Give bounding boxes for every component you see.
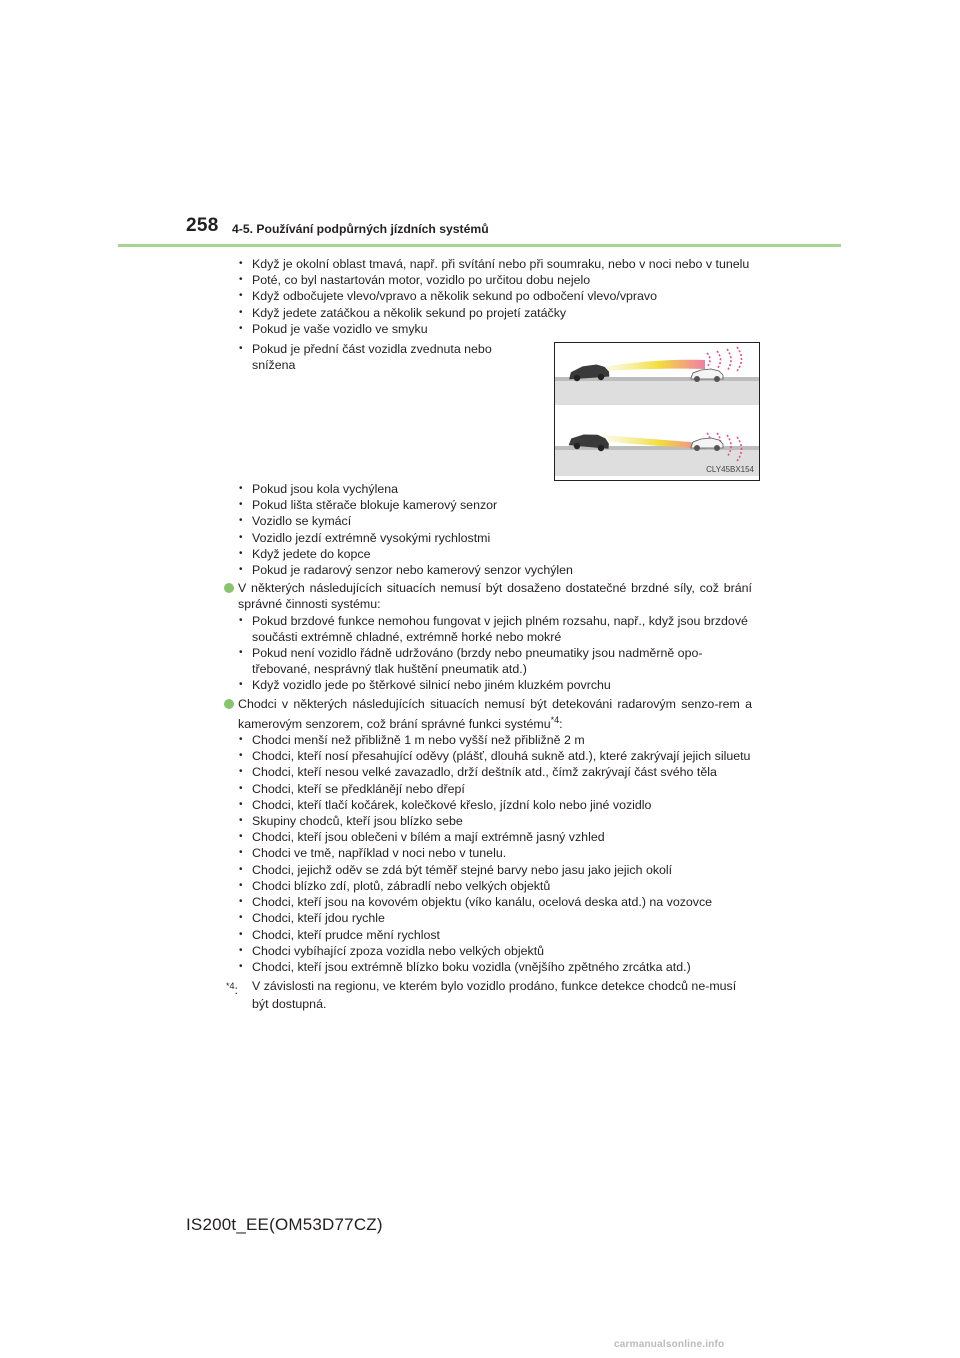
list-item: • Pokud není vozidlo řádně udržováno (brzdy nebo pneumatiky jsou nadměrně opo-třebované, nesprávný tlak huštění pneumatik atd.) xyxy=(228,645,752,677)
footnote-reference: *4 xyxy=(550,714,560,725)
braking-paragraph-text: V některých následujících situacích nemusí být dosaženo dostatečné brzdné síly, což brání správné činnosti systému: xyxy=(238,581,752,612)
radar-beam xyxy=(603,360,705,371)
green-bullet-icon xyxy=(224,583,234,593)
list-item: • Chodci, kteří se předklánějí nebo dřepí xyxy=(228,781,752,797)
after-figure-bullet-list xyxy=(228,481,752,578)
pedestrian-bullet-list xyxy=(228,732,752,975)
list-item: • Chodci, kteří jsou oblečeni v bílém a mají extrémně jasný vzhled xyxy=(228,829,752,845)
pedestrian-paragraph-text: Chodci v některých následujících situacích nemusí být detekováni radarovým senzo-rem a kamerovým senzorem, což brání správné funkci systému xyxy=(238,696,752,731)
watermark: carmanualsonline.info xyxy=(614,1339,725,1350)
intro-bullet-list xyxy=(228,256,752,337)
list-item: • Chodci menší než přibližně 1 m nebo vyšší než přibližně 2 m xyxy=(228,732,752,748)
list-item: • Skupiny chodců, kteří jsou blízko sebe xyxy=(228,813,752,829)
footnote-mark: $^{*4}$: xyxy=(226,981,238,998)
list-item: • Chodci, kteří jsou na kovovém objektu (víko kanálu, ocelová deska atd.) na vozovce xyxy=(228,894,752,910)
green-bullet-icon xyxy=(224,699,234,709)
list-item: • Chodci, kteří nesou velké zavazadlo, drží deštník atd., čímž zakrývají část svého těla xyxy=(228,764,752,780)
list-item: • Pokud je radarový senzor nebo kamerový senzor vychýlen xyxy=(228,562,752,578)
figure-row xyxy=(228,341,752,481)
list-item: • Pokud lišta stěrače blokuje kamerový senzor xyxy=(228,497,752,513)
vehicle-pitch-illustration xyxy=(554,342,760,481)
list-item: • Pokud jsou kola vychýlena xyxy=(228,481,752,497)
section-title: 4-5. Používání podpůrných jízdních systémů xyxy=(232,222,489,236)
list-item: • Když odbočujete vlevo/vpravo a několik sekund po odbočení vlevo/vpravo xyxy=(228,288,752,304)
figure-code: CLY45BX154 xyxy=(706,464,754,474)
footnote xyxy=(228,977,752,1013)
list-item: • Chodci, kteří tlačí kočárek, kolečkové křeslo, jízdní kolo nebo jiné vozidlo xyxy=(228,797,752,813)
braking-paragraph xyxy=(228,580,752,612)
list-item: • Chodci, kteří jdou rychle xyxy=(228,910,752,926)
list-item: • Když jedete do kopce xyxy=(228,546,752,562)
list-item: • Chodci, kteří nosí přesahující oděvy (plášť, dlouhá sukně atd.), které zakrývají jejich siluetu xyxy=(228,748,752,764)
list-item: • Poté, co byl nastartován motor, vozidlo po určitou dobu nejelo xyxy=(228,272,752,288)
list-item: • Když jedete zatáčkou a několik sekund po projetí zatáčky xyxy=(228,305,752,321)
road-surface xyxy=(555,381,759,405)
list-item: • Chodci, jejichž oděv se zdá být téměř stejné barvy nebo jasu jako jejich okolí xyxy=(228,862,752,878)
radar-wave-lines xyxy=(707,347,742,371)
figure-bullet-list xyxy=(228,341,510,373)
page-content xyxy=(228,256,752,1013)
paragraph-end-colon: : xyxy=(559,716,563,731)
list-item: • Chodci, kteří prudce mění rychlost xyxy=(228,927,752,943)
document-code: IS200t_EE(OM53D77CZ) xyxy=(186,1215,383,1234)
list-item: • Pokud brzdové funkce nemohou fungovat v jejich plném rozsahu, např., když jsou brzdové součásti extrémně chladné, extrémně horké nebo mokré xyxy=(228,613,752,645)
list-item: • Chodci ve tmě, například v noci nebo v tunelu. xyxy=(228,845,752,861)
braking-bullet-list xyxy=(228,613,752,694)
page-number: 258 xyxy=(186,215,219,236)
list-item: • Chodci vybíhající zpoza vozidla nebo velkých objektů xyxy=(228,943,752,959)
list-item: • Když je okolní oblast tmavá, např. při svítání nebo při soumraku, nebo v noci nebo v tunelu xyxy=(228,256,752,272)
list-item: • Chodci, kteří jsou extrémně blízko boku vozidla (vnějšího zpětného zrcátka atd.) xyxy=(228,959,752,975)
illustration-graphic xyxy=(555,343,759,480)
list-item: • Pokud je vaše vozidlo ve smyku xyxy=(228,321,752,337)
footnote-text: V závislosti na regionu, ve kterém bylo vozidlo prodáno, funkce detekce chodců ne-musí být dostupná. xyxy=(252,979,737,1012)
list-item: • Když vozidlo jede po štěrkové silnicí nebo jiném kluzkém povrchu xyxy=(228,677,752,693)
list-item: • Chodci blízko zdí, plotů, zábradlí nebo velkých objektů xyxy=(228,878,752,894)
list-item: • Pokud je přední část vozidla zvednuta nebo snížena xyxy=(228,341,510,373)
header-rule xyxy=(118,244,841,247)
list-item: • Vozidlo se kymácí xyxy=(228,513,752,529)
pedestrian-paragraph xyxy=(228,696,752,732)
list-item: • Vozidlo jezdí extrémně vysokými rychlostmi xyxy=(228,530,752,546)
